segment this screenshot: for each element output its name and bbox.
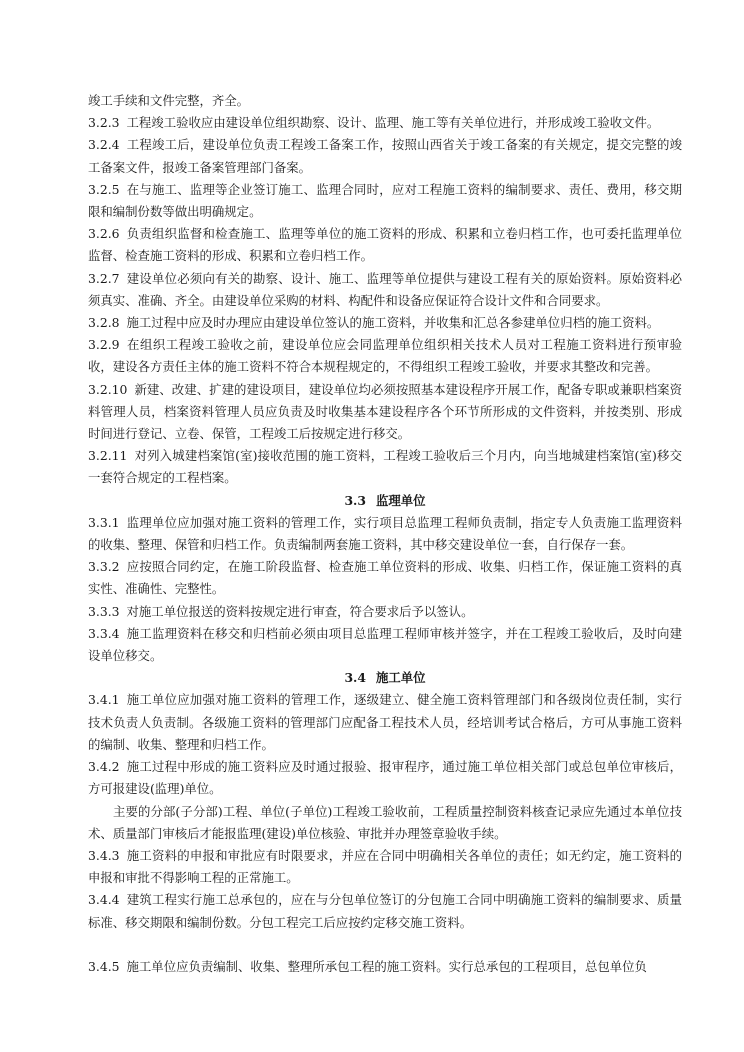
clause-3-4-2 [88, 756, 682, 800]
paragraph-indented [88, 801, 682, 845]
clause-text: 监理单位应加强对施工资料的管理工作，实行项目总监理工程师负责制，指定专人负责施工监理资料的收集、整理、保管和归档工作。负责编制两套施工资料，其中移交建设单位一套，自行保存一套。 [88, 514, 682, 553]
clause-text: 负责组织监督和检查施工、监理等单位的施工资料的形成、积累和立卷归档工作，也可委托监理单位监督、检查施工资料的形成、积累和立卷归档工作。 [88, 226, 682, 264]
clause-number: 3.3.3 [88, 603, 120, 619]
clause-3-2-5 [88, 179, 682, 223]
clause-number: 3.2.8 [88, 315, 120, 331]
clause-3-2-10 [88, 379, 682, 446]
clause-text: 工程竣工后，建设单位负责工程竣工备案工作，按照山西省关于竣工备案的有关规定，提交完整的竣工备案文件，报竣工备案管理部门备案。 [88, 137, 682, 175]
clause-text: 施工资料的申报和审批应有时限要求，并应在合同中明确相关各单位的责任；如无约定，施工资料的申报和审批不得影响工程的正常施工。 [88, 847, 682, 886]
clause-3-3-2 [88, 556, 682, 600]
clause-number: 3.2.6 [88, 226, 120, 242]
clause-text: 在组织工程竣工验收之前，建设单位应会同监理单位组织相关技术人员对工程施工资料进行预审验收，建设各方责任主体的施工资料不符合本规程规定的，不得组织工程竣工验收，并要求其整改和完善。 [88, 337, 682, 375]
clause-3-3-4 [88, 623, 682, 667]
clause-number: 3.4.1 [88, 692, 120, 708]
clause-text: 建筑工程实行施工总承包的，应在与分包单位签订的分包施工合同中明确施工资料的编制要求、质量标准、移交期限和编制份数。分包工程完工后应按约定移交施工资料。 [88, 892, 682, 930]
clause-number: 3.3.2 [88, 559, 120, 575]
clause-number: 3.3.4 [88, 625, 120, 641]
clause-number: 3.2.11 [88, 448, 128, 464]
clause-3-3-3 [88, 601, 682, 623]
clause-number: 3.2.5 [88, 181, 120, 197]
clause-text: 应按照合同约定，在施工阶段监督、检查施工单位资料的形成、收集、归档工作，保证施工资料的真实性、准确性、完整性。 [88, 559, 682, 597]
clause-text: 施工过程中应及时办理应由建设单位签认的施工资料，并收集和汇总各参建单位归档的施工资料。 [126, 315, 660, 331]
clause-3-2-9 [88, 334, 682, 378]
clause-3-2-7 [88, 268, 682, 312]
clause-number: 3.4.3 [88, 847, 120, 863]
clause-text: 施工单位应负责编制、收集、整理所承包工程的施工资料。实行总承包的工程项目，总包单位负 [126, 958, 647, 974]
clause-3-2-11 [88, 445, 682, 489]
clause-3-2-3 [88, 112, 682, 134]
clause-number: 3.4.2 [88, 759, 120, 775]
clause-3-4-4 [88, 889, 682, 933]
clause-number: 3.2.9 [88, 337, 120, 353]
clause-3-2-4 [88, 134, 682, 178]
clause-3-4-5 [88, 956, 682, 978]
clause-number: 3.2.7 [88, 270, 120, 286]
clause-number: 3.4.4 [88, 892, 120, 908]
clause-text: 对施工单位报送的资料按规定进行审查，符合要求后予以签认。 [126, 603, 474, 619]
section-title: 施工单位 [376, 670, 426, 686]
section-heading-3-3 [88, 490, 682, 512]
clause-3-4-1 [88, 689, 682, 756]
clause-3-2-6 [88, 223, 682, 267]
clause-number: 3.2.10 [88, 381, 128, 397]
clause-text: 工程竣工验收应由建设单位组织勘察、设计、监理、施工等有关单位进行，并形成竣工验收文件。 [126, 115, 660, 131]
clause-text: 建设单位必须向有关的勘察、设计、施工、监理等单位提供与建设工程有关的原始资料。原始资料必须真实、准确、齐全。由建设单位采购的材料、构配件和设备应保证符合设计文件和合同要求。 [88, 270, 682, 308]
clause-3-4-3 [88, 845, 682, 889]
clause-text: 施工监理资料在移交和归档前必须由项目总监理工程师审核并签字，并在工程竣工验收后，及时向建设单位移交。 [88, 625, 682, 664]
clause-text: 对列入城建档案馆(室)接收范围的施工资料，工程竣工验收后三个月内，向当地城建档案馆(室)移交一套符合规定的工程档案。 [88, 448, 682, 486]
document-body [88, 90, 682, 978]
clause-text: 施工单位应加强对施工资料的管理工作，逐级建立、健全施工资料管理部门和各级岗位责任制，实行技术负责人负责制。各级施工资料的管理部门应配备工程技术人员，经培训考试合格后，方可从事施工资料的编制、收集、整理和归档工作。 [88, 692, 682, 752]
clause-text: 新建、改建、扩建的建设项目，建设单位均必须按照基本建设程序开展工作，配备专职或兼职档案资料管理人员，档案资料管理人员应负责及时收集基本建设程序各个环节所形成的文件资料，并按类别、形成时间进行登记、立卷、保管，工程竣工后按规定进行移交。 [88, 381, 682, 442]
clause-number: 3.3.1 [88, 514, 120, 530]
section-heading-3-4 [88, 667, 682, 689]
clause-text: 在与施工、监理等企业签订施工、监理合同时，应对工程施工资料的编制要求、责任、费用，移交期限和编制份数等做出明确规定。 [88, 181, 682, 220]
clause-number: 3.2.4 [88, 137, 120, 153]
clause-3-2-8 [88, 312, 682, 334]
paragraph-text: 主要的分部(子分部)工程、单位(子单位)工程竣工验收前，工程质量控制资料核查记录应先通过本单位技术、质量部门审核后才能报监理(建设)单位核验、审批并办理签章验收手续。 [88, 803, 682, 841]
section-number: 3.3 [344, 492, 366, 508]
section-title: 监理单位 [376, 492, 426, 508]
section-number: 3.4 [344, 670, 366, 686]
paragraph-text: 竣工手续和文件完整，齐全。 [88, 93, 250, 108]
clause-text: 施工过程中形成的施工资料应及时通过报验、报审程序，通过施工单位相关部门或总包单位审核后，方可报建设(监理)单位。 [88, 759, 682, 797]
clause-3-3-1 [88, 512, 682, 556]
clause-number: 3.2.3 [88, 115, 120, 131]
clause-number: 3.4.5 [88, 958, 120, 974]
paragraph-continuation [88, 90, 682, 112]
